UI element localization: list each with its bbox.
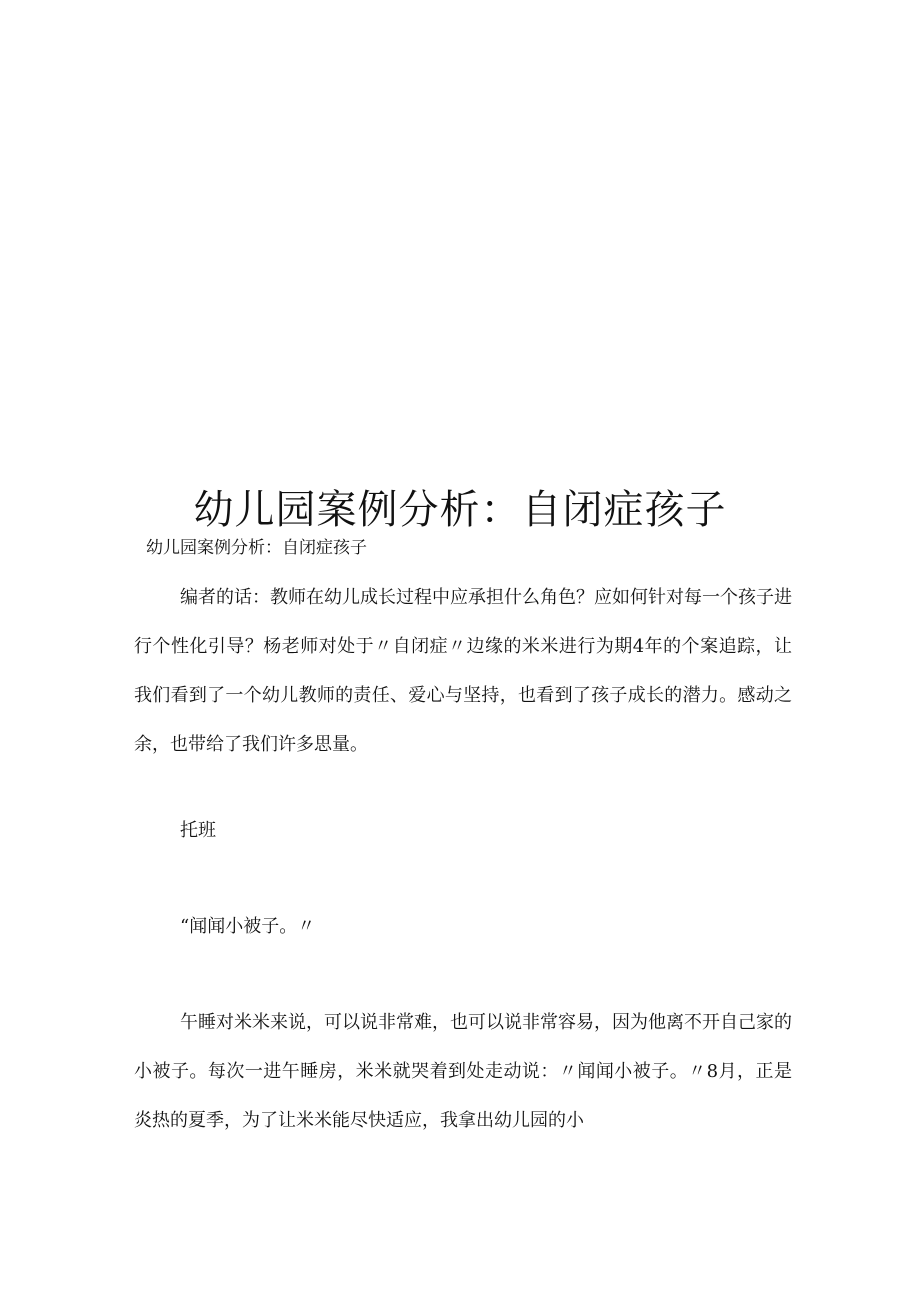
section-heading-tuoban: 托班 bbox=[180, 820, 216, 841]
paragraph-nap: 午睡对米米来说，可以说非常难，也可以说非常容易，因为他离不开自己家的小被子。每次一进午睡房，米米就哭着到处走动说：〃闻闻小被子。〃8月，正是炎热的夏季，为了让米米能尽快适应，我拿出幼儿园的小 bbox=[134, 1012, 792, 1131]
document-title: 幼儿园案例分析：自闭症孩子 bbox=[193, 487, 727, 533]
paragraph-editor-note: 编者的话：教师在幼儿成长过程中应承担什么角色？应如何针对每一个孩子进行个性化引导？杨老师对处于〃自闭症〃边缘的米米进行为期4年的个案追踪，让我们看到了一个幼儿教师的责任、爱心与坚持，也看到了孩子成长的潜力。感动之余，也带给了我们许多思量。 bbox=[134, 587, 792, 755]
paragraph-quote: “闻闻小被子。〃 bbox=[180, 916, 316, 937]
document-subtitle: 幼儿园案例分析：自闭症孩子 bbox=[146, 538, 367, 558]
